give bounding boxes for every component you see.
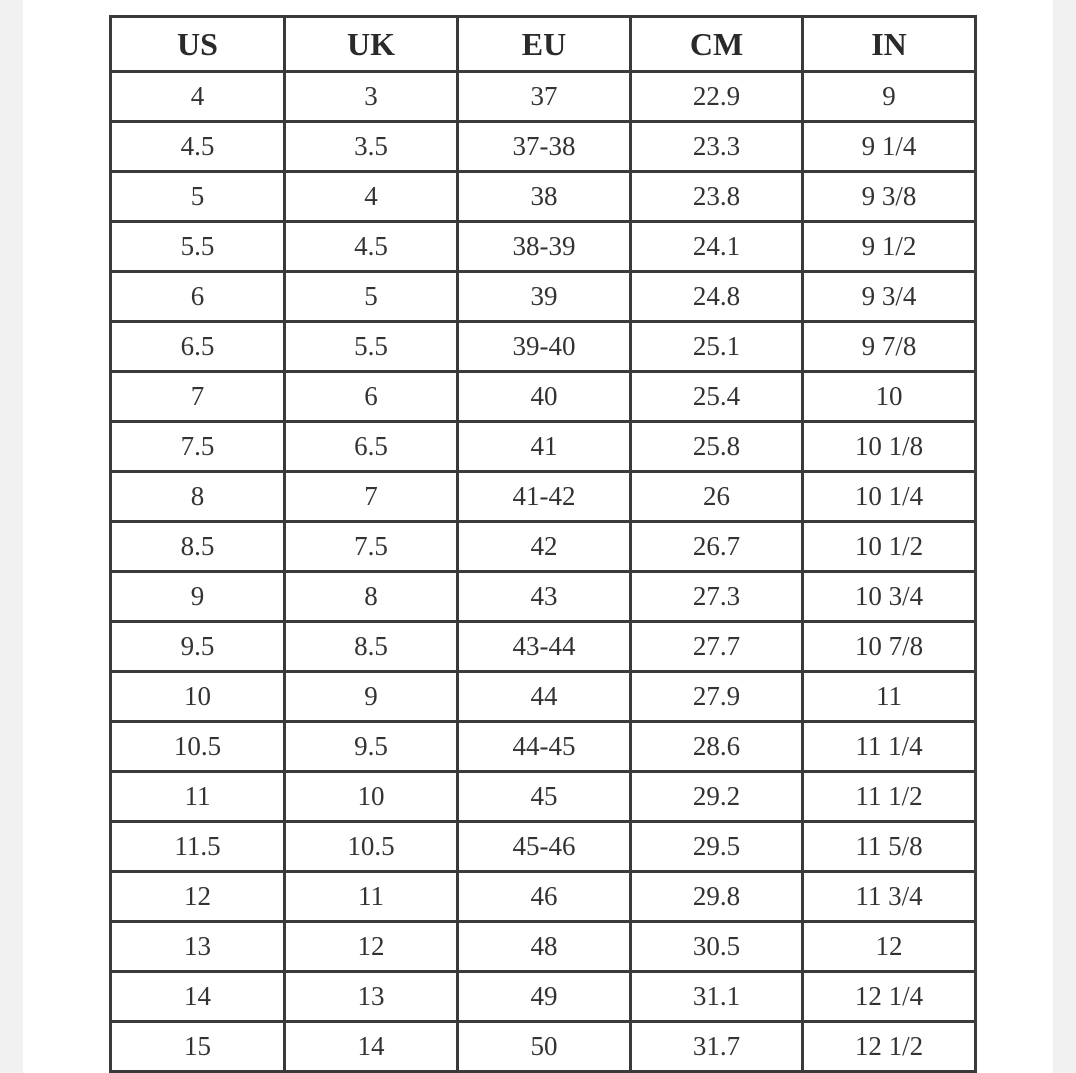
size-cell-us: 7	[111, 372, 285, 422]
table-row	[111, 572, 976, 622]
size-cell-uk: 3	[285, 72, 458, 122]
shoe-size-conversion-table	[109, 15, 977, 1073]
size-cell-us: 9	[111, 572, 285, 622]
column-header-eu: EU	[458, 17, 631, 72]
size-cell-in: 11 3/4	[803, 872, 976, 922]
size-cell-cm: 24.8	[631, 272, 803, 322]
size-cell-eu: 48	[458, 922, 631, 972]
table-row	[111, 522, 976, 572]
table-header	[111, 17, 976, 72]
size-cell-cm: 28.6	[631, 722, 803, 772]
size-cell-cm: 27.9	[631, 672, 803, 722]
size-cell-cm: 31.1	[631, 972, 803, 1022]
size-cell-us: 4	[111, 72, 285, 122]
size-cell-eu: 49	[458, 972, 631, 1022]
table-row	[111, 322, 976, 372]
size-cell-uk: 5.5	[285, 322, 458, 372]
size-cell-uk: 12	[285, 922, 458, 972]
size-cell-eu: 38	[458, 172, 631, 222]
table-row	[111, 372, 976, 422]
size-cell-cm: 23.8	[631, 172, 803, 222]
table-row	[111, 722, 976, 772]
size-cell-us: 6	[111, 272, 285, 322]
size-cell-us: 10.5	[111, 722, 285, 772]
size-cell-eu: 45	[458, 772, 631, 822]
size-cell-in: 9 7/8	[803, 322, 976, 372]
size-cell-eu: 39-40	[458, 322, 631, 372]
size-cell-in: 10 1/4	[803, 472, 976, 522]
size-cell-eu: 37	[458, 72, 631, 122]
size-cell-in: 11 5/8	[803, 822, 976, 872]
size-cell-us: 5	[111, 172, 285, 222]
size-cell-cm: 25.4	[631, 372, 803, 422]
size-cell-cm: 27.3	[631, 572, 803, 622]
size-cell-cm: 29.2	[631, 772, 803, 822]
table-row	[111, 472, 976, 522]
size-cell-eu: 42	[458, 522, 631, 572]
size-cell-us: 12	[111, 872, 285, 922]
table-row	[111, 772, 976, 822]
size-cell-eu: 40	[458, 372, 631, 422]
size-cell-in: 12	[803, 922, 976, 972]
size-cell-uk: 6.5	[285, 422, 458, 472]
size-cell-eu: 41	[458, 422, 631, 472]
size-cell-in: 9 3/4	[803, 272, 976, 322]
table-row	[111, 1022, 976, 1072]
column-header-cm: CM	[631, 17, 803, 72]
size-cell-us: 9.5	[111, 622, 285, 672]
size-cell-in: 10 7/8	[803, 622, 976, 672]
size-cell-us: 8.5	[111, 522, 285, 572]
size-cell-eu: 38-39	[458, 222, 631, 272]
size-cell-eu: 50	[458, 1022, 631, 1072]
size-cell-in: 10 3/4	[803, 572, 976, 622]
size-cell-cm: 26.7	[631, 522, 803, 572]
size-cell-in: 9 1/2	[803, 222, 976, 272]
size-cell-in: 9 1/4	[803, 122, 976, 172]
size-cell-uk: 8	[285, 572, 458, 622]
size-cell-us: 13	[111, 922, 285, 972]
table-row	[111, 822, 976, 872]
table-row	[111, 672, 976, 722]
size-cell-uk: 3.5	[285, 122, 458, 172]
size-cell-in: 11 1/4	[803, 722, 976, 772]
size-cell-cm: 25.1	[631, 322, 803, 372]
size-cell-eu: 39	[458, 272, 631, 322]
size-cell-uk: 11	[285, 872, 458, 922]
size-cell-in: 12 1/4	[803, 972, 976, 1022]
size-cell-uk: 10	[285, 772, 458, 822]
size-cell-uk: 9	[285, 672, 458, 722]
size-cell-eu: 46	[458, 872, 631, 922]
table-row	[111, 122, 976, 172]
document-page	[23, 0, 1053, 1073]
table-row	[111, 422, 976, 472]
size-cell-in: 12 1/2	[803, 1022, 976, 1072]
size-cell-eu: 43-44	[458, 622, 631, 672]
size-cell-eu: 37-38	[458, 122, 631, 172]
size-cell-us: 11.5	[111, 822, 285, 872]
table-body	[111, 72, 976, 1072]
size-cell-us: 11	[111, 772, 285, 822]
size-cell-uk: 4.5	[285, 222, 458, 272]
table-row	[111, 622, 976, 672]
size-cell-us: 6.5	[111, 322, 285, 372]
size-cell-us: 5.5	[111, 222, 285, 272]
size-cell-eu: 44	[458, 672, 631, 722]
size-cell-us: 4.5	[111, 122, 285, 172]
size-cell-uk: 8.5	[285, 622, 458, 672]
size-cell-us: 8	[111, 472, 285, 522]
table-row	[111, 922, 976, 972]
size-cell-cm: 30.5	[631, 922, 803, 972]
size-cell-us: 15	[111, 1022, 285, 1072]
size-cell-uk: 14	[285, 1022, 458, 1072]
size-cell-eu: 41-42	[458, 472, 631, 522]
size-cell-in: 11	[803, 672, 976, 722]
size-cell-us: 14	[111, 972, 285, 1022]
size-cell-in: 9 3/8	[803, 172, 976, 222]
header-row	[111, 17, 976, 72]
size-cell-cm: 22.9	[631, 72, 803, 122]
size-cell-cm: 25.8	[631, 422, 803, 472]
size-cell-cm: 29.8	[631, 872, 803, 922]
column-header-us: US	[111, 17, 285, 72]
size-cell-uk: 13	[285, 972, 458, 1022]
table-row	[111, 172, 976, 222]
size-cell-uk: 10.5	[285, 822, 458, 872]
size-cell-uk: 7.5	[285, 522, 458, 572]
size-cell-uk: 4	[285, 172, 458, 222]
size-cell-uk: 5	[285, 272, 458, 322]
size-cell-eu: 45-46	[458, 822, 631, 872]
size-cell-us: 7.5	[111, 422, 285, 472]
column-header-in: IN	[803, 17, 976, 72]
size-cell-in: 10	[803, 372, 976, 422]
table-row	[111, 972, 976, 1022]
size-cell-cm: 23.3	[631, 122, 803, 172]
size-cell-in: 9	[803, 72, 976, 122]
size-cell-eu: 44-45	[458, 722, 631, 772]
size-cell-cm: 24.1	[631, 222, 803, 272]
size-cell-eu: 43	[458, 572, 631, 622]
table-row	[111, 872, 976, 922]
size-cell-uk: 9.5	[285, 722, 458, 772]
size-cell-in: 11 1/2	[803, 772, 976, 822]
size-cell-in: 10 1/2	[803, 522, 976, 572]
size-cell-us: 10	[111, 672, 285, 722]
size-cell-cm: 26	[631, 472, 803, 522]
size-cell-cm: 27.7	[631, 622, 803, 672]
table-row	[111, 222, 976, 272]
size-cell-in: 10 1/8	[803, 422, 976, 472]
table-row	[111, 72, 976, 122]
table-row	[111, 272, 976, 322]
size-cell-uk: 6	[285, 372, 458, 422]
size-cell-uk: 7	[285, 472, 458, 522]
column-header-uk: UK	[285, 17, 458, 72]
size-cell-cm: 31.7	[631, 1022, 803, 1072]
size-cell-cm: 29.5	[631, 822, 803, 872]
